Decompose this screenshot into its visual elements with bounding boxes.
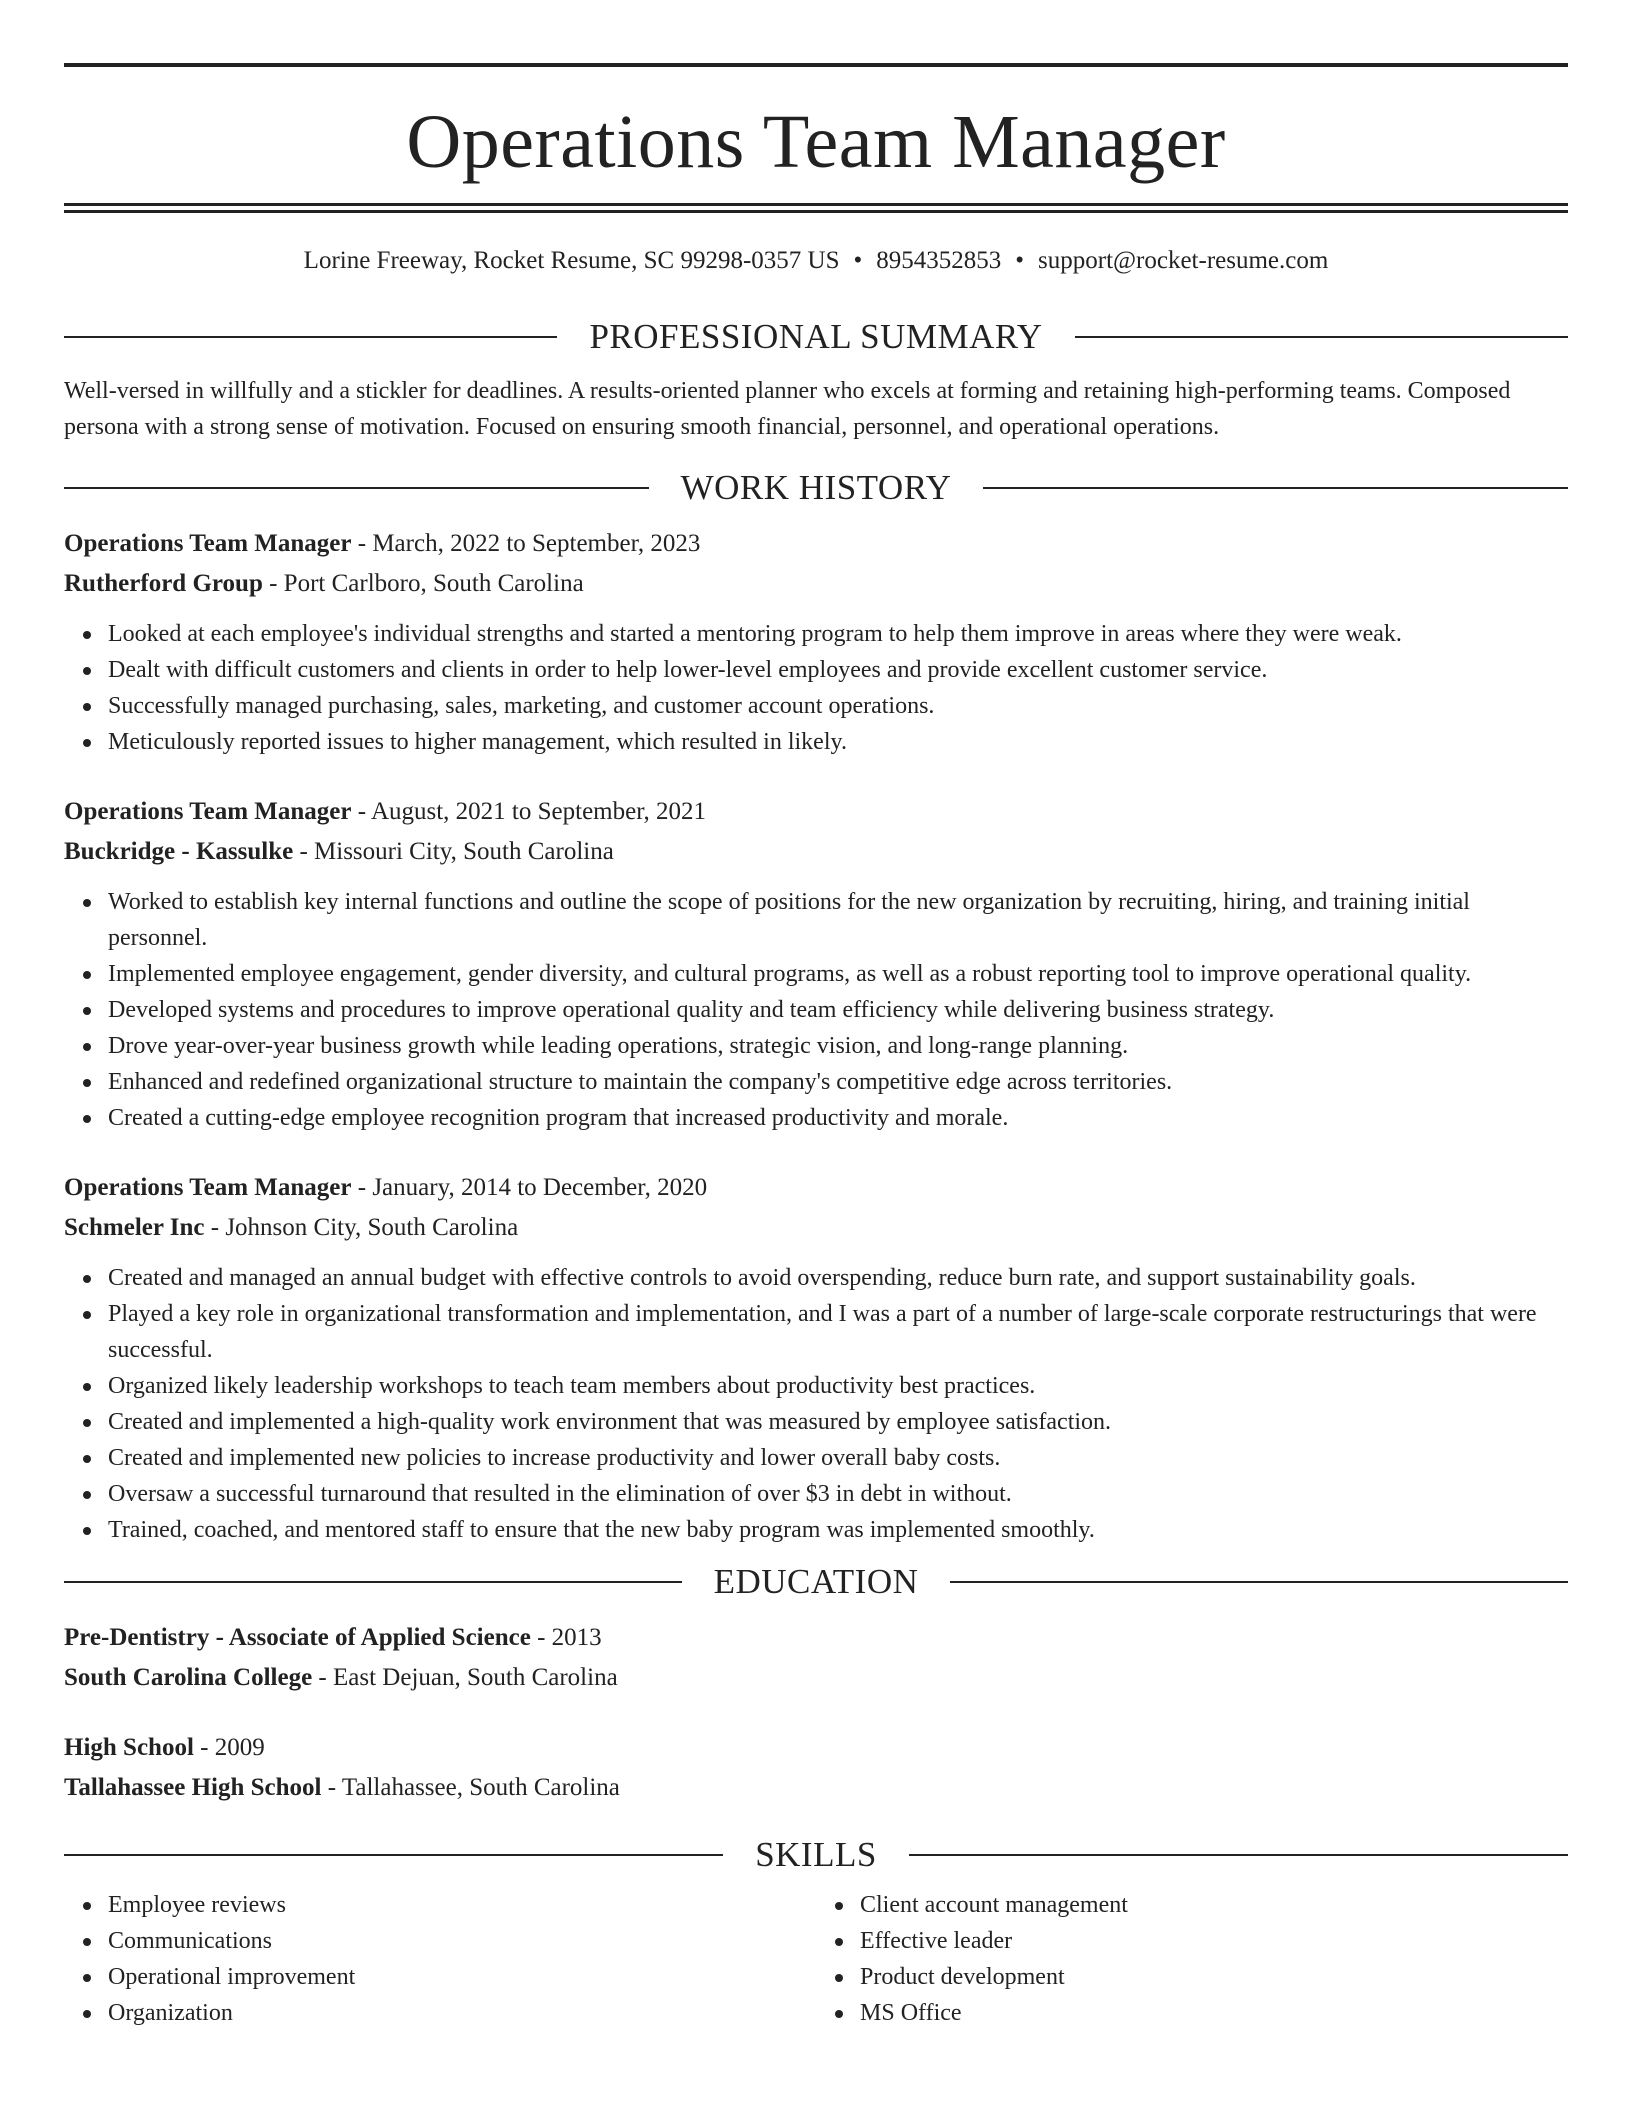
contact-phone: 8954352853	[876, 247, 1002, 274]
job-company: Rutherford Group	[64, 570, 263, 597]
education-year: - 2009	[193, 1734, 265, 1761]
job-company-line	[64, 1208, 1568, 1248]
job-title: Operations Team Manager	[64, 798, 352, 825]
job-bullet: Created and managed an annual budget with effective controls to avoid overspending, reduce burn rate, and support sustainability goals.	[108, 1260, 1568, 1296]
skills-heading	[64, 1835, 1568, 1875]
job-title-line	[64, 524, 1568, 564]
education-school-line	[64, 1658, 1568, 1698]
summary-heading	[64, 317, 1568, 357]
job-title-line	[64, 792, 1568, 832]
job-bullets	[64, 884, 1568, 1136]
skill-item: Organization	[108, 1995, 816, 2031]
job-title: Operations Team Manager	[64, 530, 352, 557]
heading-rule-left	[64, 487, 649, 489]
job-bullet: Dealt with difficult customers and clients in order to help lower-level employees and provide excellent customer service.	[108, 652, 1568, 688]
heading-rule-right	[1075, 336, 1568, 338]
skills-heading-label: SKILLS	[755, 1835, 877, 1874]
job-bullet: Meticulously reported issues to higher management, which resulted in likely.	[108, 724, 1568, 760]
job-dates: - January, 2014 to December, 2020	[351, 1174, 708, 1201]
job-bullet: Created a cutting-edge employee recognition program that increased productivity and morale.	[108, 1100, 1568, 1136]
job-dates: - August, 2021 to September, 2021	[351, 798, 707, 825]
skill-item: Client account management	[860, 1887, 1568, 1923]
job-bullet: Successfully managed purchasing, sales, marketing, and customer account operations.	[108, 688, 1568, 724]
education-entry	[64, 1728, 1568, 1808]
resume-title: Operations Team Manager	[406, 100, 1226, 184]
job-dates: - March, 2022 to September, 2023	[351, 530, 701, 557]
education-location: - Tallahassee, South Carolina	[321, 1774, 620, 1801]
job-title: Operations Team Manager	[64, 1174, 352, 1201]
job-bullet: Trained, coached, and mentored staff to ensure that the new baby program was implemented smoothly.	[108, 1512, 1568, 1548]
job-bullet: Enhanced and redefined organizational structure to maintain the company's competitive edge across territories.	[108, 1064, 1568, 1100]
education-degree-line	[64, 1618, 1568, 1658]
contact-address: Lorine Freeway, Rocket Resume, SC 99298-0357 US	[303, 247, 840, 274]
skill-item: MS Office	[860, 1995, 1568, 2031]
education-entry	[64, 1618, 1568, 1698]
education-heading	[64, 1562, 1568, 1602]
job-bullet: Implemented employee engagement, gender diversity, and cultural programs, as well as a robust reporting tool to improve operational quality.	[108, 956, 1568, 992]
resume-page	[64, 0, 1568, 2031]
skill-item: Effective leader	[860, 1923, 1568, 1959]
job-location: - Port Carlboro, South Carolina	[262, 570, 584, 597]
contact-line	[64, 246, 1568, 276]
education-year: - 2013	[530, 1624, 602, 1651]
job-bullet: Developed systems and procedures to improve operational quality and team efficiency while delivering business strategy.	[108, 992, 1568, 1028]
contact-email: support@rocket-resume.com	[1038, 247, 1329, 274]
work-history-heading-label: WORK HISTORY	[680, 468, 952, 507]
education-degree-line	[64, 1728, 1568, 1768]
skills-columns	[64, 1887, 1568, 2031]
job-company-line	[64, 832, 1568, 872]
education-school: Tallahassee High School	[64, 1774, 322, 1801]
skill-item: Employee reviews	[108, 1887, 816, 1923]
skill-item: Operational improvement	[108, 1959, 816, 1995]
skill-item: Product development	[860, 1959, 1568, 1995]
job-entry	[64, 792, 1568, 1136]
job-location: - Johnson City, South Carolina	[204, 1214, 519, 1241]
job-bullet: Looked at each employee's individual strengths and started a mentoring program to help them improve in areas where they were weak.	[108, 616, 1568, 652]
job-title-line	[64, 1168, 1568, 1208]
job-bullets	[64, 616, 1568, 760]
education-school: South Carolina College	[64, 1664, 313, 1691]
job-bullet: Drove year-over-year business growth while leading operations, strategic vision, and long-range planning.	[108, 1028, 1568, 1064]
job-location: - Missouri City, South Carolina	[293, 838, 614, 865]
job-entry	[64, 1168, 1568, 1548]
title-double-rule	[64, 203, 1568, 213]
skills-list-right	[816, 1887, 1568, 2031]
job-bullet: Organized likely leadership workshops to teach team members about productivity best practices.	[108, 1368, 1568, 1404]
education-heading-label: EDUCATION	[713, 1562, 919, 1601]
work-history-heading	[64, 468, 1568, 508]
education-degree: Pre-Dentistry - Associate of Applied Science	[64, 1624, 531, 1651]
education-location: - East Dejuan, South Carolina	[312, 1664, 618, 1691]
heading-rule-right	[950, 1581, 1568, 1583]
heading-rule-right	[909, 1854, 1568, 1856]
education-school-line	[64, 1768, 1568, 1808]
job-bullet: Created and implemented a high-quality work environment that was measured by employee satisfaction.	[108, 1404, 1568, 1440]
heading-rule-right	[983, 487, 1568, 489]
heading-rule-left	[64, 1854, 723, 1856]
job-bullet: Played a key role in organizational transformation and implementation, and I was a part of a number of large-scale corporate restructurings that were successful.	[108, 1296, 1568, 1368]
summary-text: Well-versed in willfully and a stickler for deadlines. A results-oriented planner who excels at forming and retaining high-performing teams. Composed persona with a strong sense of motivation. Focused on ensuring smooth financial, personnel, and operational operations.	[64, 378, 1511, 440]
heading-rule-left	[64, 1581, 682, 1583]
skill-item: Communications	[108, 1923, 816, 1959]
job-bullet: Worked to establish key internal functions and outline the scope of positions for the new organization by recruiting, hiring, and training initial personnel.	[108, 884, 1568, 956]
contact-separator: •	[853, 247, 863, 274]
education-degree: High School	[64, 1734, 194, 1761]
skills-list-left	[64, 1887, 816, 2031]
job-company-line	[64, 564, 1568, 604]
top-rule	[64, 63, 1568, 67]
job-company: Schmeler Inc	[64, 1214, 205, 1241]
job-company: Buckridge - Kassulke	[64, 838, 294, 865]
job-bullets	[64, 1260, 1568, 1548]
job-bullet: Created and implemented new policies to increase productivity and lower overall baby costs.	[108, 1440, 1568, 1476]
summary-heading-label: PROFESSIONAL SUMMARY	[589, 317, 1043, 356]
job-bullet: Oversaw a successful turnaround that resulted in the elimination of over $3 in debt in without.	[108, 1476, 1568, 1512]
job-entry	[64, 524, 1568, 760]
contact-separator: •	[1015, 247, 1025, 274]
heading-rule-left	[64, 336, 557, 338]
